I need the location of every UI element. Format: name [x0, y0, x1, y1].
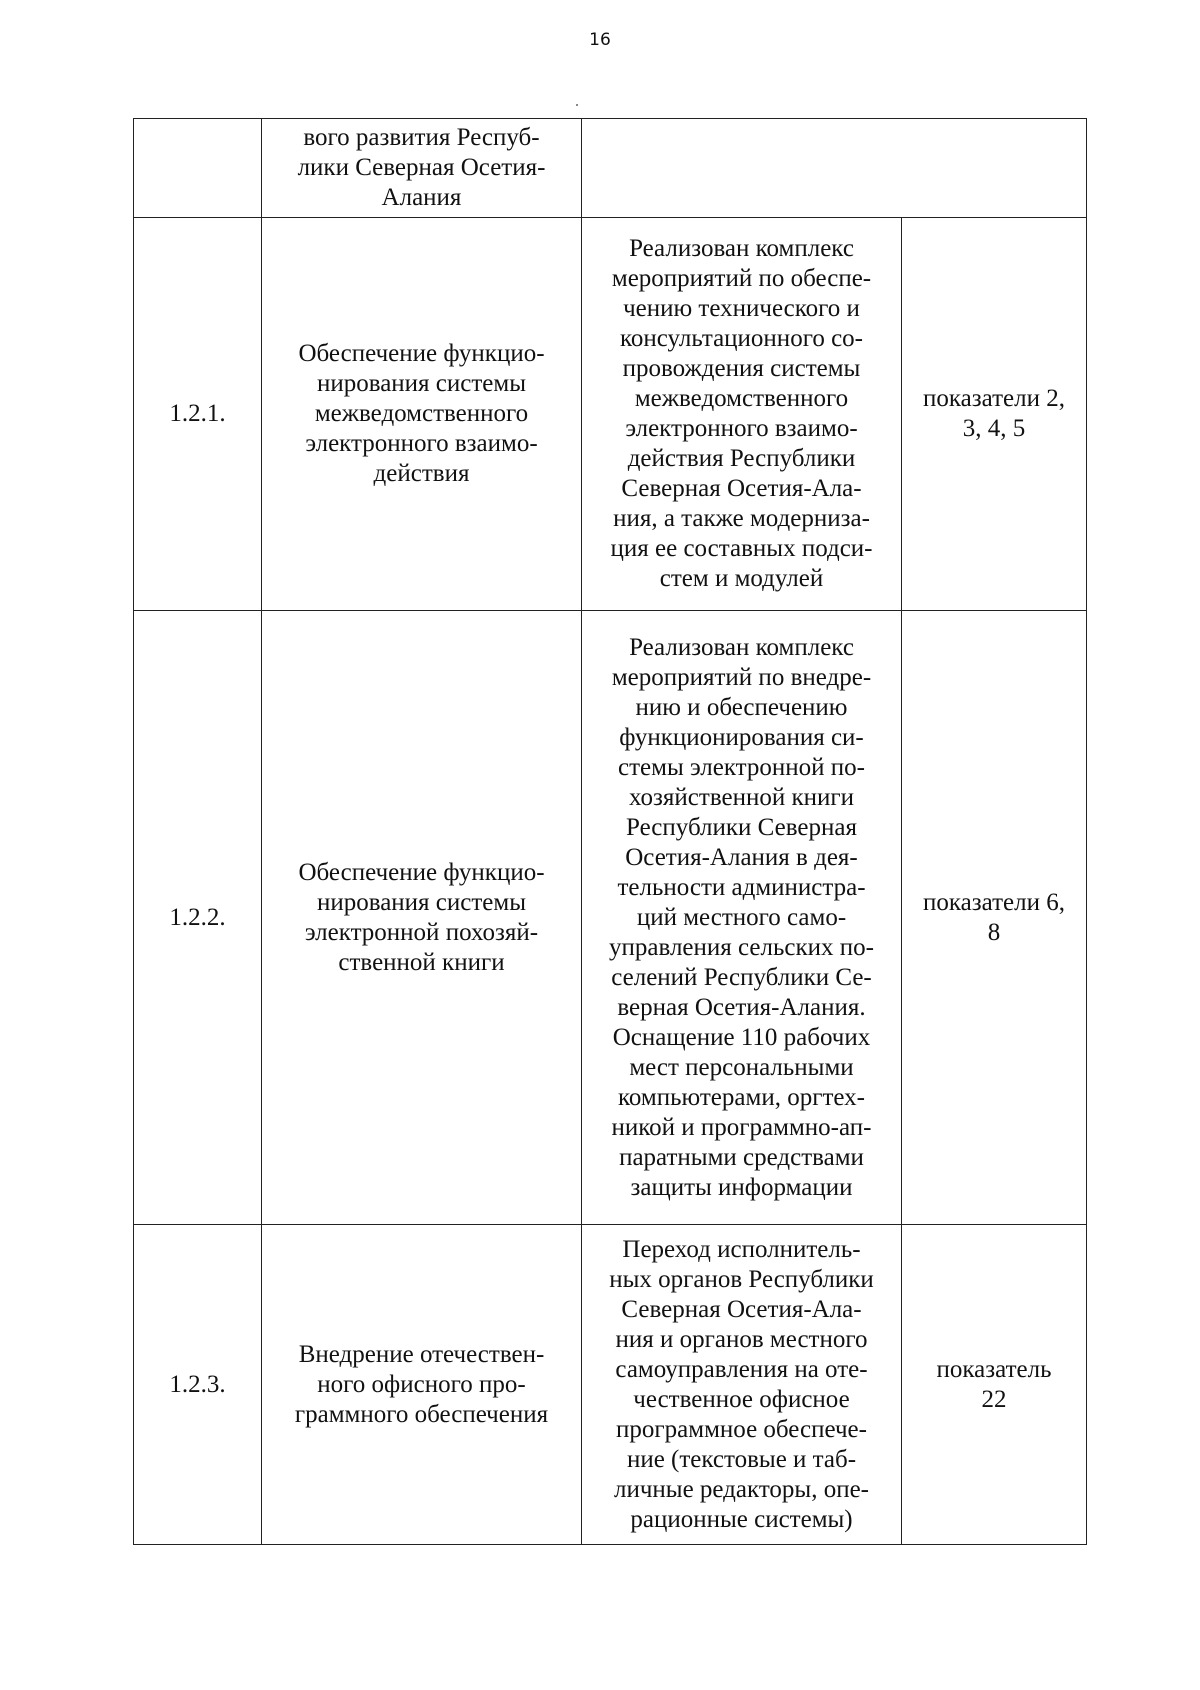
measure-name-cell: Обеспечение функцио- нирования системы межведомственного электронного взаимо- действия: [262, 218, 582, 611]
measure-name-cell: Обеспечение функцио- нирования системы электронной похозяй- ственной книги: [262, 611, 582, 1225]
measures-table: [133, 118, 1087, 1545]
result-cell: [582, 119, 1087, 218]
row-number-cell: 1.2.1.: [134, 218, 262, 611]
table-row-continuation: [134, 119, 1087, 218]
result-cell: Реализован комплекс мероприятий по обеспе- чению технического и консультационного со- провождения системы межведомственного электронного взаимо- действия Республики Северная Осетия-Ала- ния, а также модерниза- ция ее составных подси- стем и модулей: [582, 218, 902, 611]
result-cell: Реализован комплекс мероприятий по внедре- нию и обеспечению функционирования си- стемы электронной по- хозяйственной книги Республики Северная Осетия-Алания в дея- тельности администра- ций местного само- управления сельских по- селений Республики Се- верная Осетия-Алания. Оснащение 110 рабочих мест персональными компьютерами, оргтех- никой и программно-ап- паратными средствами защиты информации: [582, 611, 902, 1225]
result-cell: Переход исполнитель- ных органов Республики Северная Осетия-Ала- ния и органов местного самоуправления на оте- чественное офисное программное обеспече- ние (текстовые и таб- личные редакторы, опе- рационные системы): [582, 1225, 902, 1545]
table-row: [134, 218, 1087, 611]
table-row: [134, 1225, 1087, 1545]
table-row: [134, 611, 1087, 1225]
row-number-cell: [134, 119, 262, 218]
indicators-cell: показатель 22: [902, 1225, 1087, 1545]
indicators-cell: показатели 6, 8: [902, 611, 1087, 1225]
indicators-cell: показатели 2, 3, 4, 5: [902, 218, 1087, 611]
row-number-cell: 1.2.2.: [134, 611, 262, 1225]
measure-name-cell: вого развития Респуб- лики Северная Осетия- Алания: [262, 119, 582, 218]
scan-speck: [576, 104, 578, 106]
row-number-cell: 1.2.3.: [134, 1225, 262, 1545]
measure-name-cell: Внедрение отечествен- ного офисного про- граммного обеспечения: [262, 1225, 582, 1545]
page-number: 16: [589, 30, 611, 50]
